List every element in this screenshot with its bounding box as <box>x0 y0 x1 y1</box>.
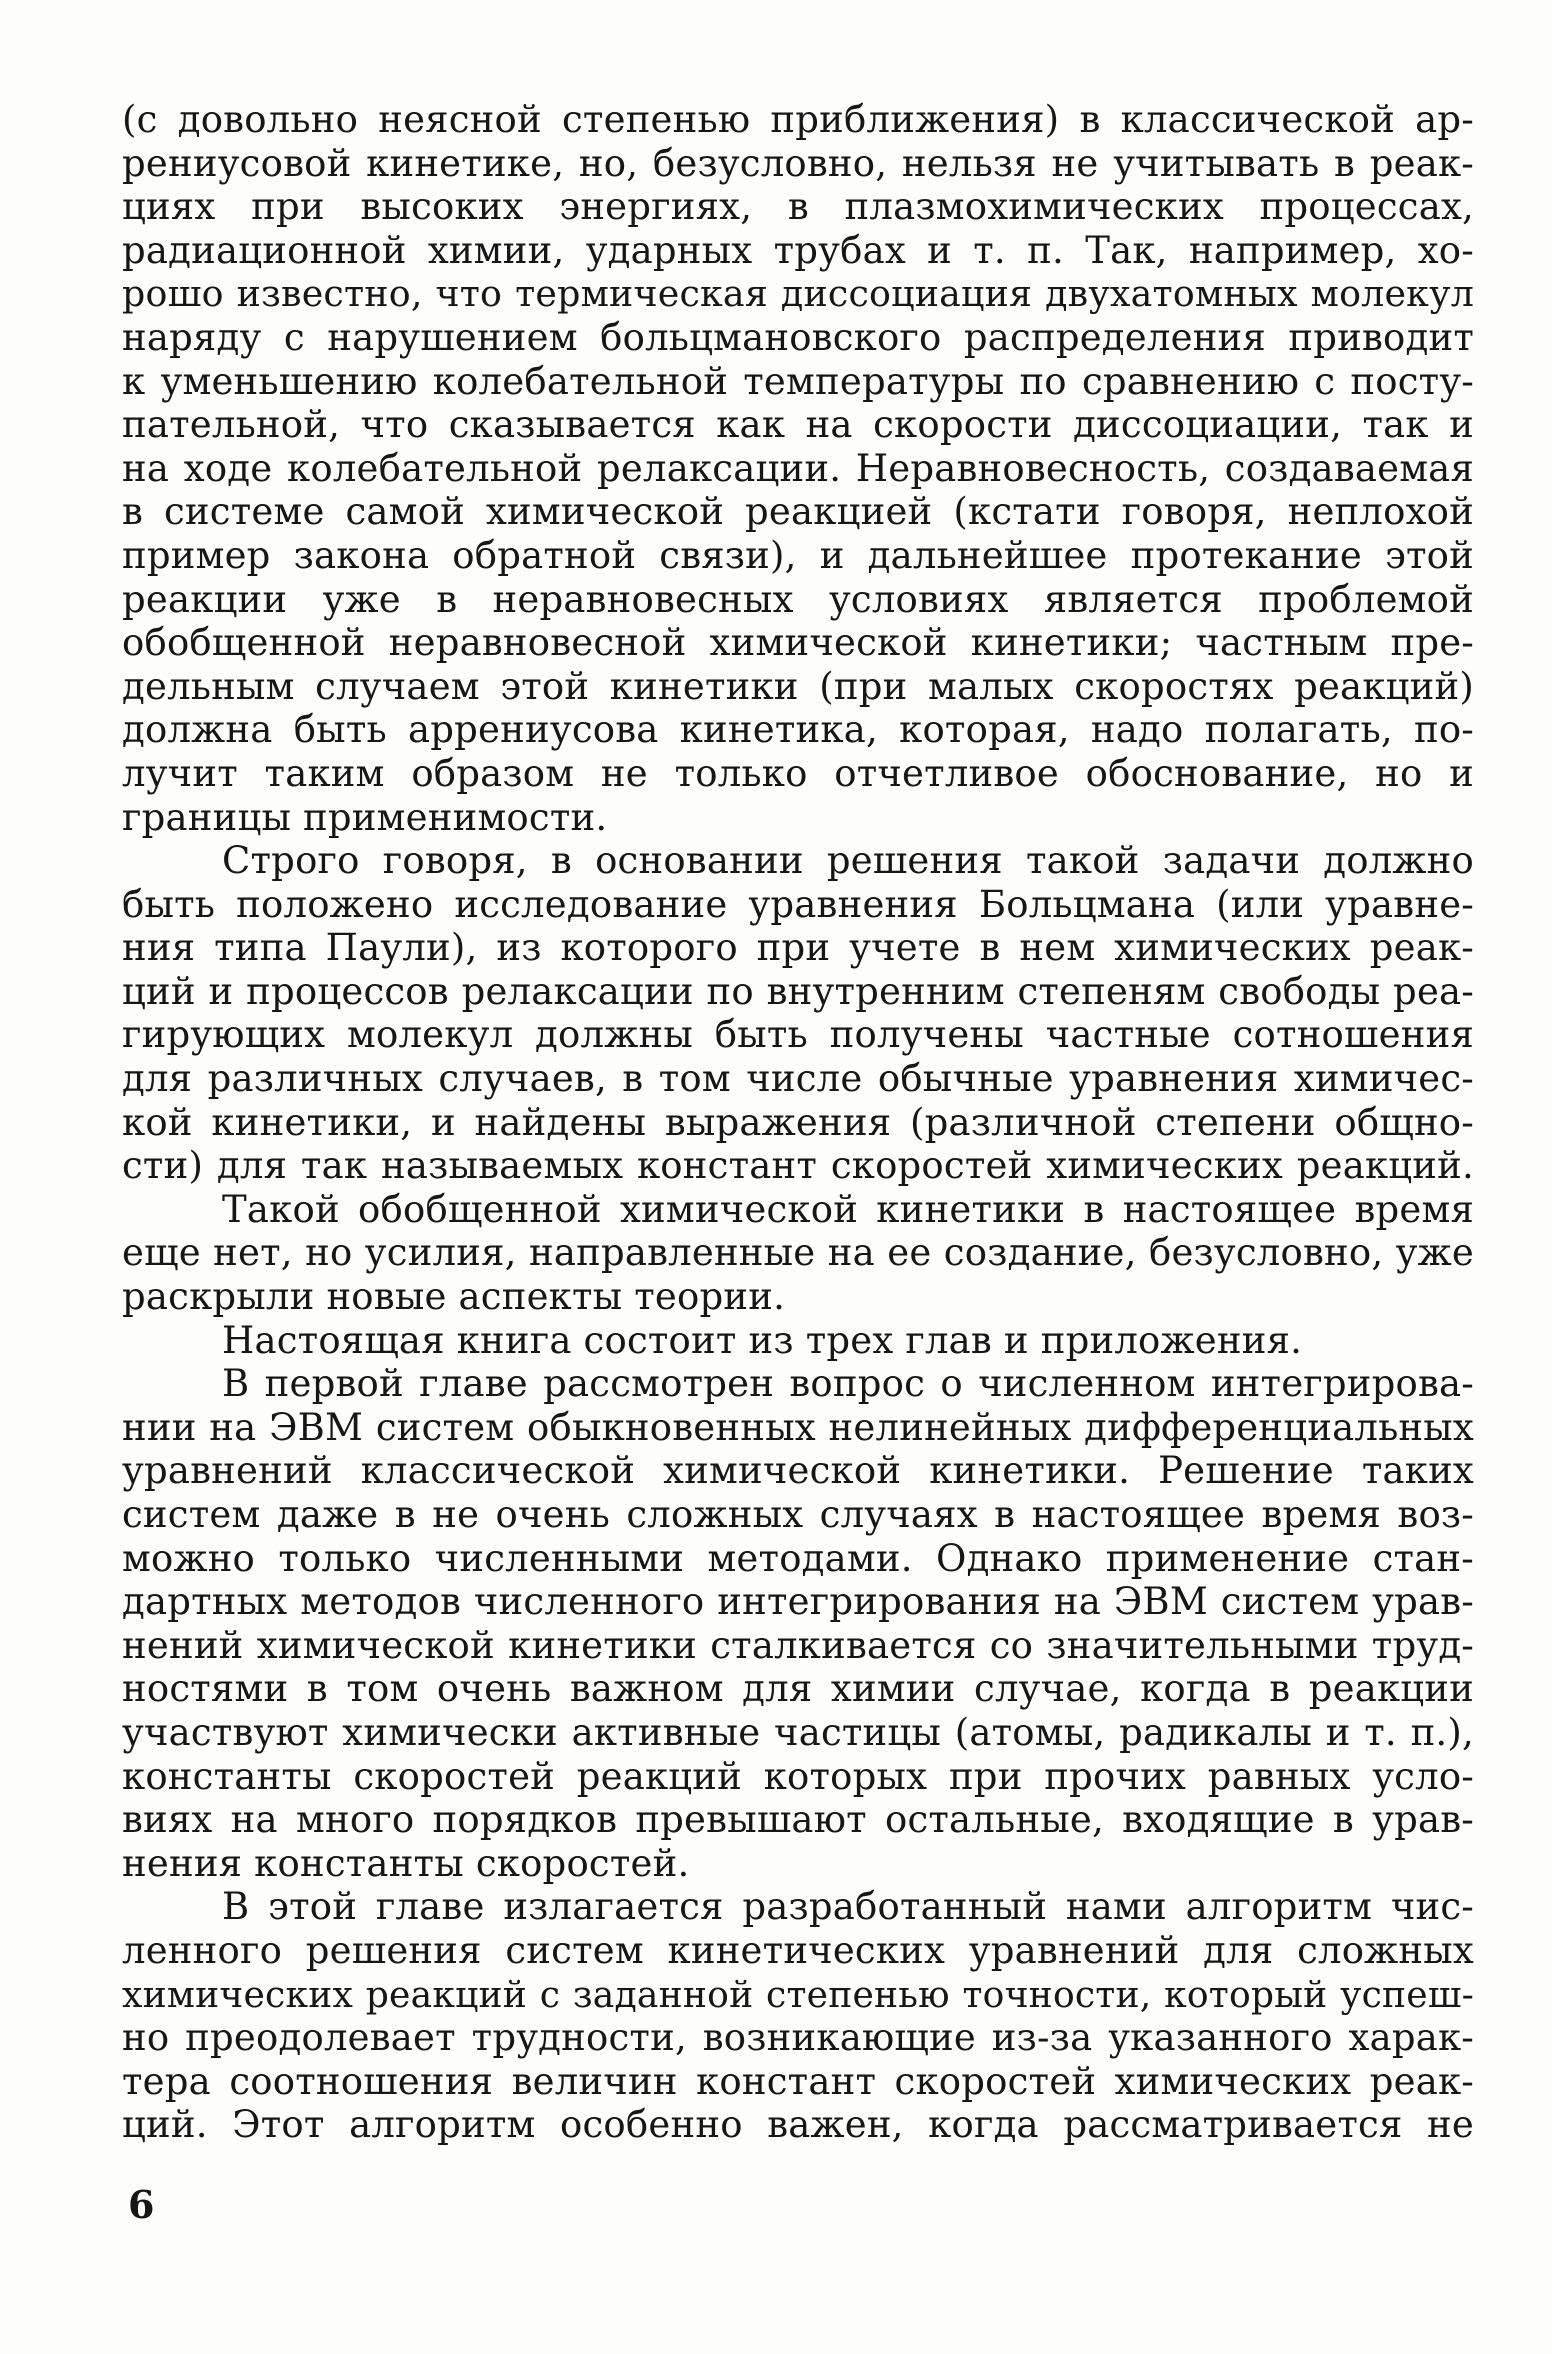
text-line: должна быть аррениусова кинетика, которая, надо полагать, по- <box>122 708 1474 752</box>
text-line: нии на ЭВМ систем обыкновенных нелинейных дифференциальных <box>122 1405 1474 1449</box>
text-line: Строго говоря, в основании решения такой задачи должно <box>222 839 1474 883</box>
paragraph-structure <box>122 1319 1474 1363</box>
text-line: В первой главе рассмотрен вопрос о численном интегрирова- <box>222 1362 1474 1406</box>
text-line: на ходе колебательной релаксации. Неравновесность, создаваемая <box>122 446 1474 490</box>
text-line: ностями в том очень важном для химии случае, когда в реакции <box>122 1667 1474 1711</box>
text-line: кой кинетики, и найдены выражения (различной степени общно- <box>122 1100 1474 1144</box>
text-line: константы скоростей реакций которых при прочих равных усло- <box>122 1754 1474 1798</box>
text-line: Такой обобщенной химической кинетики в настоящее время <box>222 1187 1474 1231</box>
paragraph-continuation <box>122 98 1474 839</box>
text-line: участвуют химически активные частицы (атомы, радикалы и т. п.), <box>122 1710 1474 1754</box>
text-line: радиационной химии, ударных трубах и т. п. Так, например, хо- <box>122 228 1474 272</box>
text-line: обобщенной неравновесной химической кинетики; частным пре- <box>122 621 1474 665</box>
text-line: (с довольно неясной степенью приближения) в классической ар- <box>122 98 1474 141</box>
text-line: нения константы скоростей. <box>122 1841 690 1885</box>
text-line: можно только численными методами. Однако применение стан- <box>122 1536 1474 1580</box>
text-line: нений химической кинетики сталкивается со значительными труд- <box>122 1623 1474 1667</box>
text-line: дартных методов численного интегрирования на ЭВМ систем урав- <box>122 1580 1474 1624</box>
paragraph-chapter-one <box>122 1362 1474 1885</box>
text-line: ленного решения систем кинетических уравнений для сложных <box>122 1928 1474 1972</box>
body-text <box>122 98 1474 2147</box>
paragraph-boltzmann <box>122 839 1474 1188</box>
text-line: ций. Этот алгоритм особенно важен, когда рассматривается не <box>122 2103 1474 2147</box>
text-line: систем даже в не очень сложных случаях в настоящее время воз- <box>122 1493 1474 1536</box>
text-line: реакции уже в неравновесных условиях является проблемой <box>122 577 1474 621</box>
text-line: ния типа Паули), из которого при учете в нем химических реак- <box>122 926 1474 970</box>
text-line: быть положено исследование уравнения Больцмана (или уравне- <box>122 882 1474 926</box>
text-line: циях при высоких энергиях, в плазмохимических процессах, <box>122 185 1474 229</box>
text-line: пример закона обратной связи), и дальнейшее протекание этой <box>122 533 1474 577</box>
text-line: для различных случаев, в том числе обычные уравнения химичес- <box>122 1057 1474 1101</box>
text-line: Настоящая книга состоит из трех глав и приложения. <box>222 1318 1303 1362</box>
text-line: тера соотношения величин констант скоростей химических реак- <box>122 2059 1474 2103</box>
text-line: в системе самой химической реакцией (кстати говоря, неплохой <box>122 490 1474 534</box>
text-line: рениусовой кинетике, но, безусловно, нельзя не учитывать в реак- <box>122 141 1474 185</box>
text-line: ций и процессов релаксации по внутренним степеням свободы реа- <box>122 969 1474 1013</box>
text-line: еще нет, но усилия, направленные на ее создание, безусловно, уже <box>122 1231 1474 1275</box>
text-line: сти) для так называемых констант скоростей химических реакций. <box>122 1144 1474 1188</box>
text-line: В этой главе излагается разработанный нами алгоритм чис- <box>222 1885 1474 1929</box>
text-line: гирующих молекул должны быть получены частные сотношения <box>122 1013 1474 1057</box>
page-number: 6 <box>128 2182 155 2227</box>
text-line: раскрыли новые аспекты теории. <box>122 1275 786 1319</box>
text-line: наряду с нарушением больцмановского распределения приводит <box>122 315 1474 359</box>
text-line: но преодолевает трудности, возникающие из-за указанного харак- <box>122 2016 1474 2060</box>
paragraph-algorithm <box>122 1885 1474 2147</box>
text-line: дельным случаем этой кинетики (при малых скоростях реакций) <box>122 664 1474 708</box>
text-line: к уменьшению колебательной температуры по сравнению с посту- <box>122 359 1474 403</box>
text-line: уравнений классической химической кинетики. Решение таких <box>122 1449 1474 1493</box>
text-line: химических реакций с заданной степенью точности, который успеш- <box>122 1972 1474 2016</box>
text-line: пательной, что сказывается как на скорости диссоциации, так и <box>122 403 1474 447</box>
text-line: границы применимости. <box>122 795 608 839</box>
text-line: лучит таким образом не только отчетливое обоснование, но и <box>122 751 1474 795</box>
paragraph-generalized <box>122 1188 1474 1319</box>
text-line: рошо известно, что термическая диссоциация двухатомных молекул <box>122 272 1474 316</box>
text-line: виях на много порядков превышают остальные, входящие в урав- <box>122 1798 1474 1842</box>
